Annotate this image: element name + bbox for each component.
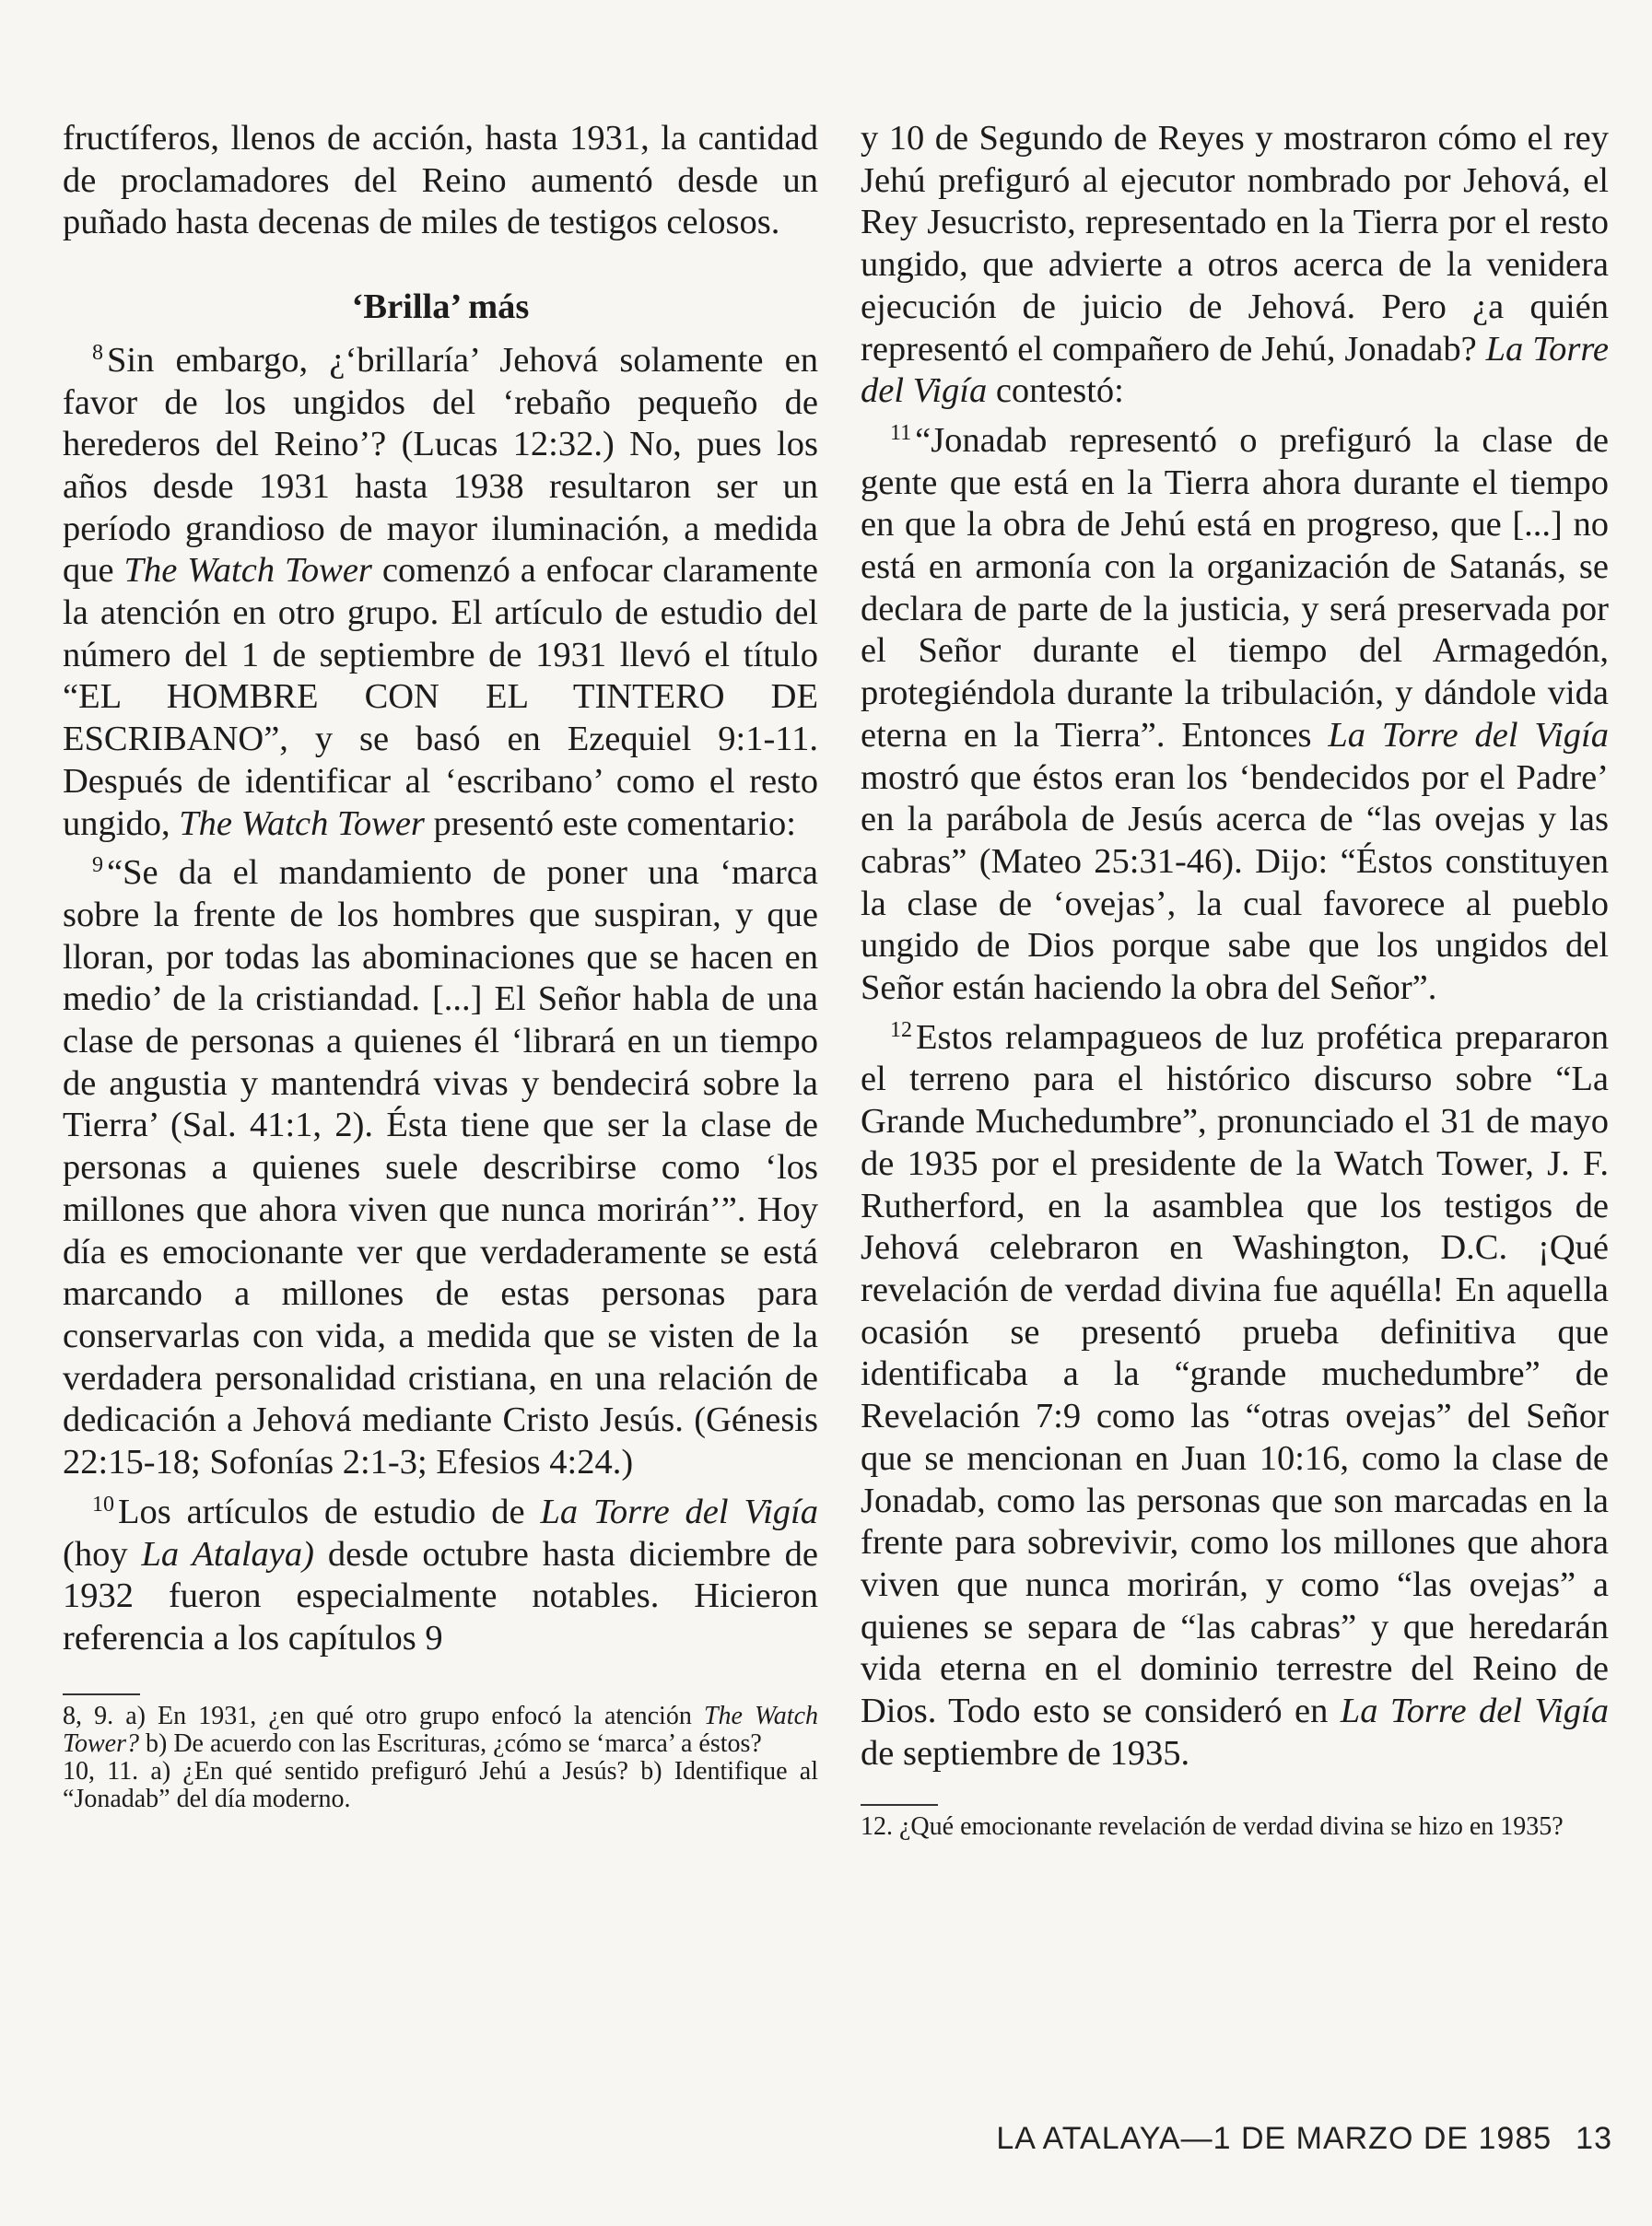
paragraph-text: “Jonadab representó o prefiguró la clase de gente que está en la Tierra ahora durante el tiempo en que la obra de Jehú está en progreso, que [...] no está en armonía con la organización de Satanás, se declara de parte de la justicia, y será preservada por el Señor durante el tiempo del Armagedón, protegiéndola durante la tribulación, y dándole vida eterna en la Tierra”. Entonces — [861, 420, 1609, 755]
publication-title: La Atalaya) — [141, 1534, 314, 1574]
paragraph-text: mostró que éstos eran los ‘bendecidos por el Padre’ en la parábola de Jesús acerca de “las ovejas y las cabras” (Mateo 25:31-46). Dijo: “Éstos constituyen la clase de ‘ovejas’, la cual favorece al pueblo ungido de Dios porque sabe que los ungidos del Señor están haciendo la obra del Señor”. — [861, 757, 1609, 1008]
page-footer — [967, 2121, 1612, 2157]
study-question-10-11: 10, 11. a) ¿En qué sentido prefiguró Jehú a Jesús? b) Identifique al “Jonadab” del día moderno. — [63, 1756, 818, 1813]
paragraph-number: 10 — [92, 1492, 114, 1517]
paragraph-text: presentó este comentario: — [424, 803, 796, 843]
paragraph-text: (hoy — [63, 1534, 142, 1574]
publication-title: The Watch Tower — [123, 551, 372, 591]
paragraph-text: de septiembre de 1935. — [861, 1733, 1190, 1773]
paragraph-10 — [63, 1484, 818, 1660]
paragraph-text: contestó: — [987, 371, 1124, 411]
paragraph-text: desde octubre hasta diciembre de 1932 fueron especialmente notables. Hicieron referencia a los capítulos 9 — [63, 1534, 818, 1658]
left-column — [63, 118, 818, 1813]
paragraph-8 — [63, 333, 818, 845]
study-question-8-9 — [63, 1703, 818, 1758]
paragraph-text: comenzó a enfocar claramente la atención en otro grupo. El artículo de estudio del número del 1 de septiembre de 1931 llevó el título “EL HOMBRE CON EL TINTERO DE ESCRIBANO”, y se basó en Ezequiel 9:1-11. Después de identificar al ‘escribano’ como el resto ungido, — [63, 551, 819, 843]
paragraph-number: 9 — [92, 853, 103, 878]
paragraph-10-continued — [861, 118, 1609, 413]
page-number: 13 — [1576, 2121, 1612, 2156]
paragraph-12 — [861, 1010, 1609, 1775]
publication-title: La Torre del Vigía — [1340, 1692, 1609, 1731]
footnote-divider — [63, 1693, 140, 1695]
publication-title: La Torre del Vigía — [1328, 715, 1609, 755]
paragraph-text: y 10 de Segundo de Reyes y mostraron cómo el rey Jehú prefiguró al ejecutor nombrado por Jehová, el Rey Jesucristo, representado en la Tierra por el resto ungido, que advierte a otros acerca de la venidera ejecución de juicio de Jehová. Pero ¿a quién representó el compañero de Jehú, Jonadab? — [861, 119, 1609, 369]
question-text: 8, 9. a) En 1931, ¿en qué otro grupo enfocó la atención — [63, 1701, 704, 1730]
magazine-issue: LA ATALAYA—1 DE MARZO DE 1985 — [996, 2121, 1552, 2156]
paragraph-number: 8 — [92, 340, 103, 365]
paragraph-7-end: fructíferos, llenos de acción, hasta 1931, la cantidad de proclamadores del Reino aumentó desde un puñado hasta decenas de miles de testigos celosos. — [63, 119, 818, 242]
section-subheading: ‘Brilla’ más — [351, 287, 530, 327]
paragraph-number: 12 — [890, 1017, 912, 1042]
paragraph-number: 11 — [890, 420, 912, 445]
paragraph-11 — [861, 413, 1609, 1010]
question-text: b) De acuerdo con las Escrituras, ¿cómo se ‘marca’ a éstos? — [139, 1728, 762, 1758]
publication-title: The Watch Tower? — [63, 1701, 818, 1758]
paragraph-9 — [63, 845, 818, 1484]
study-question-12: 12. ¿Qué emocionante revelación de verdad divina se hizo en 1935? — [861, 1812, 1564, 1842]
paragraph-text: Estos relampagueos de luz profética prepararon el terreno para el histórico discurso sobre “La Grande Muchedumbre”, pronunciado el 31 de mayo de 1935 por el presidente de la Watch Tower, J. F. Rutherford, en la asamblea que los testigos de Jehová celebraron en Washington, D.C. ¡Qué revelación de verdad divina fue aquélla! En aquella ocasión se presentó prueba definitiva que identificaba a la “grande muchedumbre” de Revelación 7:9 como las “otras ovejas” del Señor que se mencionan en Juan 10:16, como la clase de Jonadab, como las personas que son marcadas en la frente para sobrevivir, como los millones que ahora viven que nunca morirán, y como “las ovejas” a quienes se separa de “las cabras” y que heredarán vida eterna en el dominio terrestre del Reino de Dios. Todo esto se consideró en — [861, 1017, 1609, 1731]
paragraph-text: Los artículos de estudio de — [118, 1492, 541, 1531]
footnote-divider — [861, 1804, 938, 1806]
paragraph-text: Sin embargo, ¿‘brillaría’ Jehová solamente en favor de los ungidos del ‘rebaño pequeño de herederos del Reino’? (Lucas 12:32.) No, pues los años desde 1931 hasta 1938 resultaron ser un período grandioso de mayor iluminación, a medida que — [63, 340, 818, 591]
right-column — [861, 118, 1609, 1841]
paragraph-text: “Se da el mandamiento de poner una ‘marca sobre la frente de los hombres que suspiran, y que lloran, por todas las abominaciones que se hacen en medio’ de la cristiandad. [...] El Señor habla de una clase de personas a quienes él ‘librará en un tiempo de angustia y mantendrá vivas y bendecirá sobre la Tierra’ (Sal. 41:1, 2). Ésta tiene que ser la clase de personas a quienes suele describirse como ‘los millones que ahora viven que nunca morirán’”. Hoy día es emocionante ver que verdaderamente se está marcando a millones de estas personas para conservarlas con vida, a medida que se visten de la verdadera personalidad cristiana, en una relación de dedicación a Jehová mediante Cristo Jesús. (Génesis 22:15-18; Sofonías 2:1-3; Efesios 4:24.) — [63, 853, 818, 1482]
publication-title: La Torre del Vigía — [540, 1492, 818, 1531]
publication-title: La Torre del Vigía — [861, 329, 1609, 411]
publication-title: The Watch Tower — [179, 803, 425, 843]
